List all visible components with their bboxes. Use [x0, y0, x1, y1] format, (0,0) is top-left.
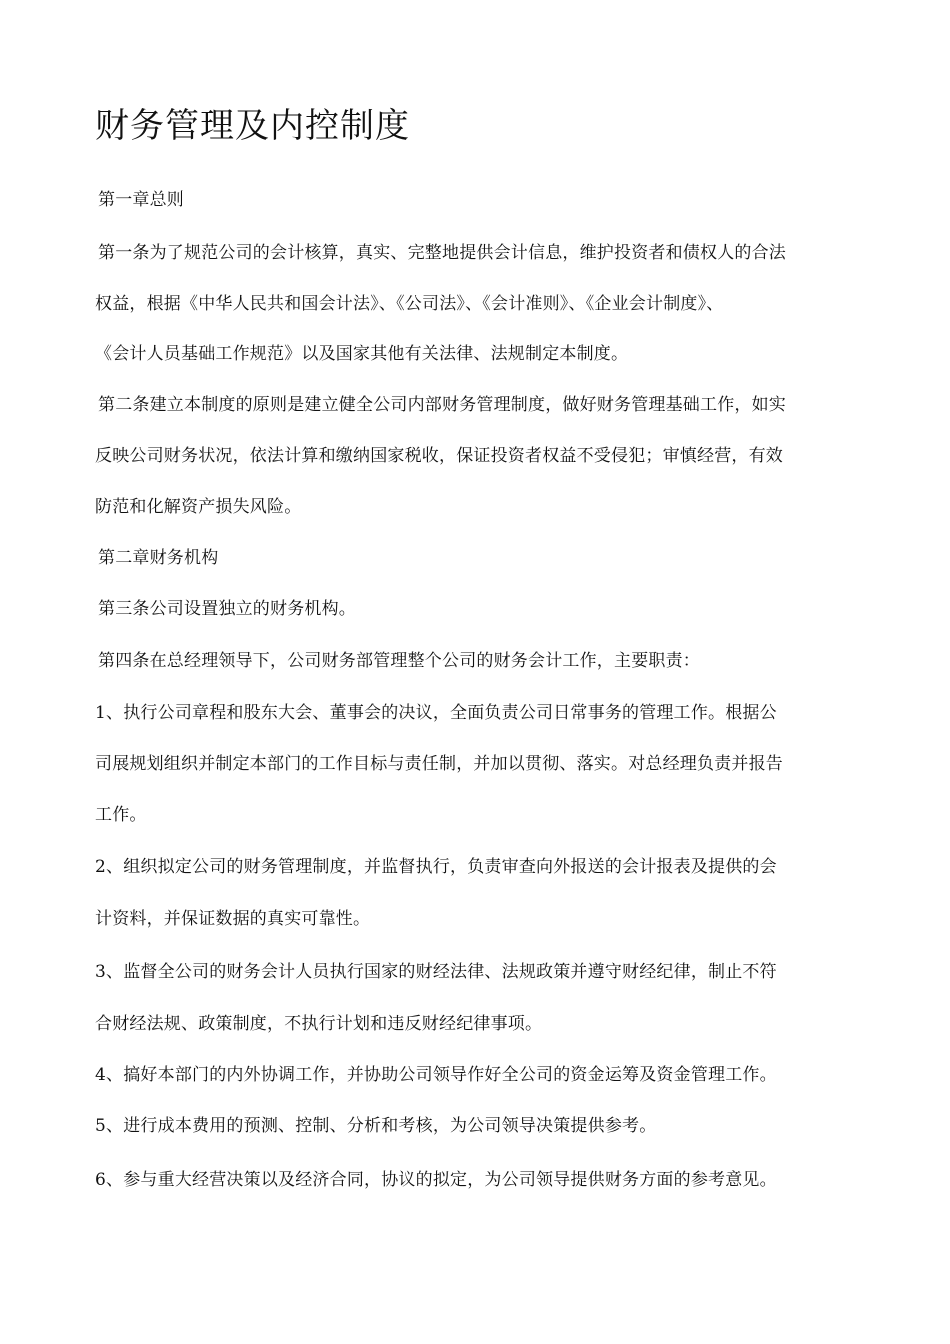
article-1-line-3: 《会计人员基础工作规范》以及国家其他有关法律、法规制定本制度。	[95, 344, 629, 364]
duty-3-line-1: 3、监督全公司的财务会计人员执行国家的财经法律、法规政策并遵守财经纪律，制止不符	[95, 962, 777, 982]
duty-2-line-1: 2、组织拟定公司的财务管理制度，并监督执行，负责审查向外报送的会计报表及提供的会	[95, 857, 777, 877]
article-2-line-1: 第二条建立本制度的原则是建立健全公司内部财务管理制度，做好财务管理基础工作，如实	[98, 395, 786, 415]
duty-5: 5、进行成本费用的预测、控制、分析和考核，为公司领导决策提供参考。	[95, 1116, 657, 1136]
chapter-1-heading: 第一章总则	[98, 190, 184, 210]
duty-1-line-1: 1、执行公司章程和股东大会、董事会的决议，全面负责公司日常事务的管理工作。根据公	[95, 703, 777, 723]
article-1-line-1: 第一条为了规范公司的会计核算，真实、完整地提供会计信息，维护投资者和债权人的合法	[98, 243, 786, 263]
chapter-2-heading: 第二章财务机构	[98, 548, 219, 568]
article-1-line-2: 权益，根据《中华人民共和国会计法》、《公司法》、《会计准则》、《企业会计制度》、	[95, 294, 724, 314]
article-2-line-3: 防范和化解资产损失风险。	[95, 497, 302, 517]
article-3: 第三条公司设置独立的财务机构。	[98, 599, 356, 619]
duty-4: 4、搞好本部门的内外协调工作，并协助公司领导作好全公司的资金运筹及资金管理工作。	[95, 1065, 777, 1085]
duty-3-line-2: 合财经法规、政策制度，不执行计划和违反财经纪律事项。	[95, 1014, 543, 1034]
document-title: 财务管理及内控制度	[95, 106, 410, 146]
article-2-line-2: 反映公司财务状况，依法计算和缴纳国家税收，保证投资者权益不受侵犯；审慎经营，有效	[95, 446, 783, 466]
duty-6: 6、参与重大经营决策以及经济合同，协议的拟定，为公司领导提供财务方面的参考意见。	[95, 1170, 777, 1190]
duty-1-line-2: 司展规划组织并制定本部门的工作目标与责任制，并加以贯彻、落实。对总经理负责并报告	[95, 754, 783, 774]
article-4: 第四条在总经理领导下，公司财务部管理整个公司的财务会计工作，主要职责：	[98, 651, 700, 671]
duty-1-line-3: 工作。	[95, 805, 147, 825]
duty-2-line-2: 计资料，并保证数据的真实可靠性。	[95, 909, 371, 929]
